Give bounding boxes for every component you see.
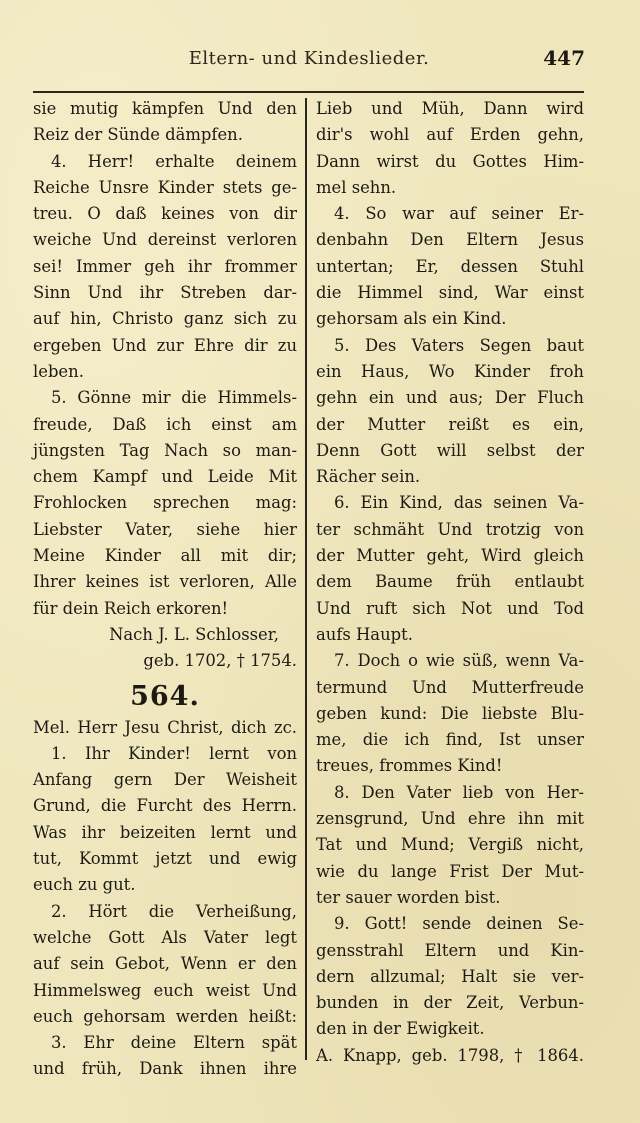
text-line: der Mutter geht, Wird gleich (316, 546, 584, 566)
text-line: Anfang gern Der Weisheit (33, 770, 297, 790)
author-attribution: A. Knapp, geb. 1798, † 1864. (316, 1045, 584, 1065)
text-line: mel sehn. (316, 177, 397, 197)
text-line: der Mutter reißt es ein, (316, 414, 584, 434)
text-line: wie du lange Frist Der Mut- (316, 861, 584, 881)
author-attribution: Nach J. L. Schlosser, (109, 624, 279, 644)
verse-start-line: 5. Gönne mir die Himmels- (51, 388, 297, 408)
text-line: bunden in der Zeit, Verbun- (316, 993, 584, 1013)
text-line: Und ruft sich Not und Tod (316, 598, 584, 618)
text-line: den in der Ewigkeit. (316, 1019, 485, 1039)
text-line: Denn Gott will selbst der (316, 440, 584, 460)
text-line: tut, Kommt jetzt und ewig (33, 849, 297, 869)
text-line: jüngsten Tag Nach so man- (33, 440, 297, 460)
text-line: Was ihr beizeiten lernt und (33, 822, 297, 842)
verse-start-line: 5. Des Vaters Segen baut (334, 335, 584, 355)
text-line: Tat und Mund; Vergiß nicht, (316, 835, 584, 855)
text-line: auf hin, Christo ganz sich zu (33, 309, 297, 329)
text-line: euch zu gut. (33, 875, 136, 895)
text-line: Reiz der Sünde dämpfen. (33, 125, 243, 145)
running-title: Eltern- und Kindeslieder. (188, 48, 430, 69)
verse-start-line: 3. Ehr deine Eltern spät (51, 1033, 297, 1053)
text-line: zensgrund, Und ehre ihn mit (316, 809, 584, 829)
verse-start-line: 2. Hört die Verheißung, (51, 901, 297, 921)
text-line: termund Und Mutterfreude (316, 677, 584, 697)
text-line: auf sein Gebot, Wenn er den (33, 954, 297, 974)
text-line: Himmelsweg euch weist Und (33, 980, 297, 1000)
text-line: die Himmel sind, War einst (316, 283, 584, 303)
text-line: gensstrahl Eltern und Kin- (316, 940, 584, 960)
left-column (33, 96, 297, 1083)
text-line: aufs Haupt. (316, 624, 413, 644)
text-line: ein Haus, Wo Kinder froh (316, 361, 584, 381)
text-line: Ihrer keines ist verloren, Alle (33, 572, 297, 592)
text-line: Reiche Unsre Kinder stets ge- (33, 177, 297, 197)
melody-line: Mel. Herr Jesu Christ, dich zc. (33, 717, 297, 737)
verse-start-line: 9. Gott! sende deinen Se- (334, 914, 584, 934)
text-line: chem Kampf und Leide Mit (33, 467, 297, 487)
text-line: leben. (33, 361, 84, 381)
column-rule (305, 98, 307, 1060)
text-line: Dann wirst du Gottes Him- (316, 151, 584, 171)
text-line: Meine Kinder all mit dir; (33, 546, 297, 566)
text-line: gehorsam als ein Kind. (316, 309, 507, 329)
text-line: und früh, Dank ihnen ihre (33, 1059, 297, 1079)
verse-start-line: 4. Herr! erhalte deinem (51, 151, 297, 171)
hymn-number: 564. (130, 680, 200, 712)
text-line: Liebster Vater, siehe hier (33, 519, 297, 539)
text-line: Rächer sein. (316, 467, 421, 487)
text-line: Sinn Und ihr Streben dar- (33, 283, 297, 303)
text-line: dir's wohl auf Erden gehn, (316, 125, 584, 145)
text-line: Frohlocken sprechen mag: (33, 493, 297, 513)
right-column (316, 96, 584, 1069)
author-dates: geb. 1702, † 1754. (143, 651, 297, 671)
running-head (33, 44, 585, 80)
text-line: dern allzumal; Halt sie ver- (316, 966, 584, 986)
text-line: treues, frommes Kind! (316, 756, 503, 776)
verse-start-line: 4. So war auf seiner Er- (334, 204, 584, 224)
text-line: gehn ein und aus; Der Fluch (316, 388, 584, 408)
text-line: ter sauer worden bist. (316, 887, 501, 907)
text-line: weiche Und dereinst verloren (33, 230, 297, 250)
header-rule (33, 91, 584, 93)
text-line: sei! Immer geh ihr frommer (33, 256, 297, 276)
text-line: Grund, die Furcht des Herrn. (33, 796, 297, 816)
verse-start-line: 8. Den Vater lieb von Her- (334, 782, 584, 802)
text-line: ter schmäht Und trotzig von (316, 519, 584, 539)
page-number: 447 (543, 46, 585, 70)
verse-start-line: 7. Doch o wie süß, wenn Va- (334, 651, 584, 671)
text-line: welche Gott Als Vater legt (33, 927, 297, 947)
text-line: Lieb und Müh, Dann wird (316, 99, 584, 118)
text-line: für dein Reich erkoren! (33, 598, 229, 618)
verse-start-line: 6. Ein Kind, das seinen Va- (334, 493, 584, 513)
text-line: sie mutig kämpfen Und den (33, 99, 297, 118)
text-line: freude, Daß ich einst am (33, 414, 297, 434)
text-line: euch gehorsam werden heißt: (33, 1006, 297, 1026)
text-line: treu. O daß keines von dir (33, 204, 297, 224)
text-line: denbahn Den Eltern Jesus (316, 230, 584, 250)
verse-start-line: 1. Ihr Kinder! lernt von (51, 743, 297, 763)
text-line: ergeben Und zur Ehre dir zu (33, 335, 297, 355)
text-line: dem Baume früh entlaubt (316, 572, 584, 592)
text-line: geben kund: Die liebste Blu- (316, 703, 584, 723)
text-line: me, die ich find, Ist unser (316, 730, 584, 750)
text-line: untertan; Er, dessen Stuhl (316, 256, 584, 276)
